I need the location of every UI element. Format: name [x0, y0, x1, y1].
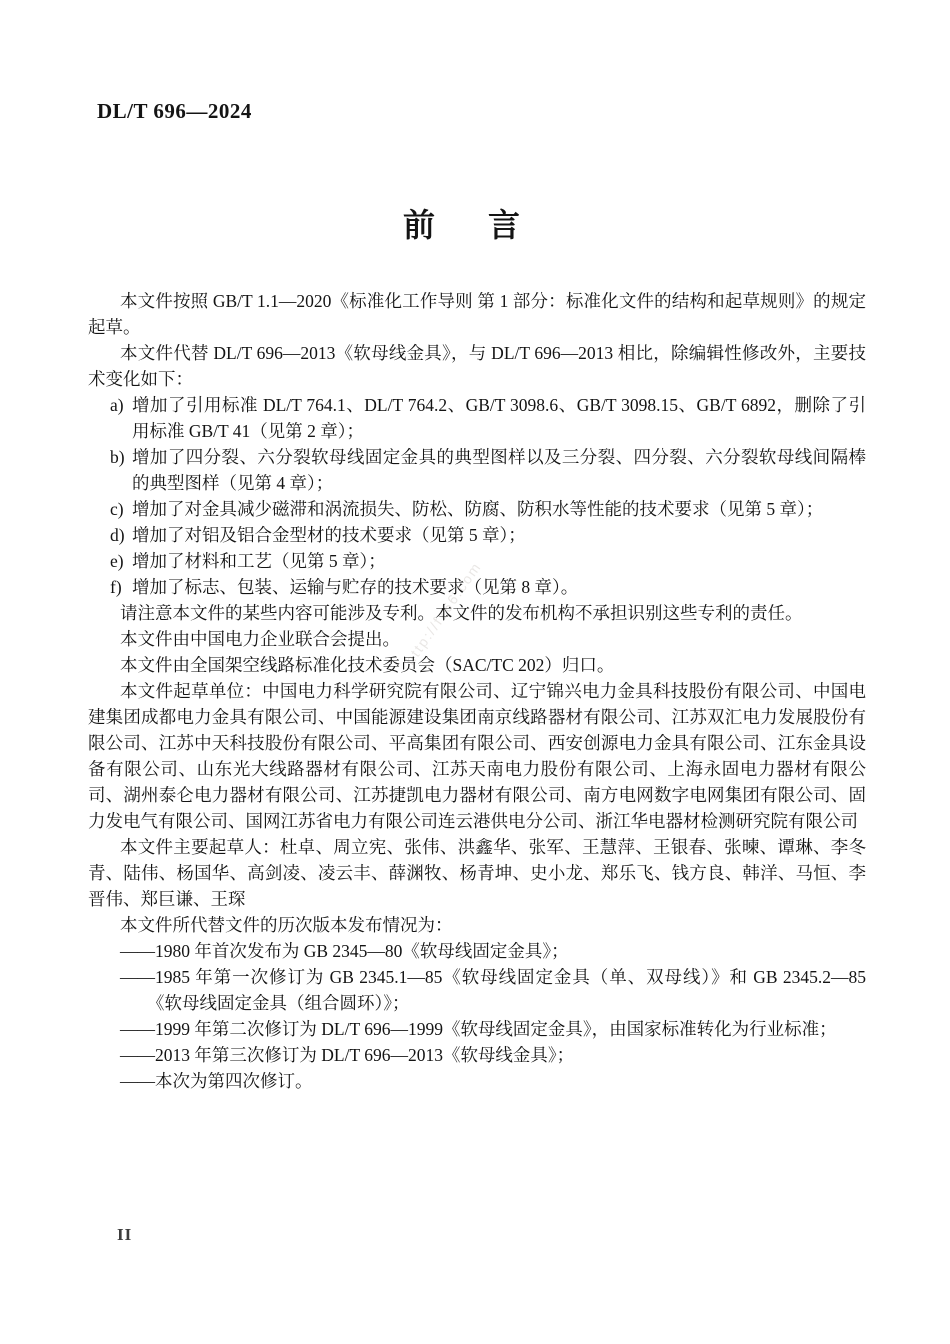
- paragraph-drafting-basis: 本文件按照 GB/T 1.1—2020《标准化工作导则 第 1 部分：标准化文件的结构和起草规则》的规定起草。: [88, 291, 866, 337]
- change-item-text: 增加了四分裂、六分裂软母线固定金具的典型图样以及三分裂、四分裂、六分裂软母线间隔棒的典型图样（见第 4 章）；: [132, 447, 866, 493]
- foreword-body: [88, 288, 866, 1094]
- change-item-label: f): [110, 577, 122, 597]
- change-item-text: 增加了对铝及铝合金型材的技术要求（见第 5 章）；: [132, 525, 526, 545]
- change-item-text: 增加了引用标准 DL/T 764.1、DL/T 764.2、GB/T 3098.6、GB/T 3098.15、GB/T 6892，删除了引用标准 GB/T 41（见第 2 章）；: [132, 395, 866, 441]
- paragraph-replacement-notice: 本文件代替 DL/T 696—2013《软母线金具》，与 DL/T 696—2013 相比，除编辑性修改外，主要技术变化如下：: [88, 343, 866, 389]
- change-item-label: e): [110, 551, 124, 571]
- history-item-current: ——本次为第四次修订。: [120, 1071, 313, 1091]
- paragraph-patent-notice: 请注意本文件的某些内容可能涉及专利。本文件的发布机构不承担识别这些专利的责任。: [120, 603, 803, 623]
- paragraph-main-drafters: 本文件主要起草人：杜卓、周立宪、张伟、洪鑫华、张军、王慧萍、王银春、张暕、谭琳、李冬青、陆伟、杨国华、高剑凌、凌云丰、薛渊牧、杨青坤、史小龙、郑乐飞、钱方良、韩洋、马恒、李晋伟、郑巨谦、王琛: [88, 837, 866, 909]
- history-item-1985: ——1985 年第一次修订为 GB 2345.1—85《软母线固定金具（单、双母线）》和 GB 2345.2—85《软母线固定金具（组合圆环）》；: [120, 967, 866, 1013]
- change-item-a: [110, 392, 866, 444]
- foreword-title-char-1: 前: [402, 207, 436, 243]
- change-item-d: [110, 522, 866, 548]
- paragraph-history-intro: 本文件所代替文件的历次版本发布情况为：: [120, 915, 453, 935]
- change-item-text: 增加了标志、包装、运输与贮存的技术要求（见第 8 章）。: [132, 577, 579, 597]
- foreword-title-char-2: 言: [488, 207, 522, 243]
- change-item-label: d): [110, 525, 125, 545]
- change-item-text: 增加了对金具减少磁滞和涡流损失、防松、防腐、防积水等性能的技术要求（见第 5 章）；: [132, 499, 824, 519]
- change-item-label: b): [110, 447, 125, 467]
- change-item-f: [110, 574, 866, 600]
- change-item-b: [110, 444, 866, 496]
- history-item-1980: ——1980 年首次发布为 GB 2345—80《软母线固定金具》；: [120, 941, 569, 961]
- paragraph-drafting-organizations: 本文件起草单位：中国电力科学研究院有限公司、辽宁锦兴电力金具科技股份有限公司、中国电建集团成都电力金具有限公司、中国能源建设集团南京线路器材有限公司、江苏双汇电力发展股份有限公司、江苏中天科技股份有限公司、平高集团有限公司、西安创源电力金具有限公司、江东金具设备有限公司、山东光大线路器材有限公司、江苏天南电力股份有限公司、上海永固电力器材有限公司、湖州泰仑电力器材有限公司、江苏捷凯电力器材有限公司、南方电网数字电网集团有限公司、固力发电气有限公司、国网江苏省电力有限公司连云港供电分公司、浙江华电器材检测研究院有限公司: [88, 681, 866, 831]
- change-item-label: c): [110, 499, 124, 519]
- change-item-e: [110, 548, 866, 574]
- page-watermark: http://fz66.com: [401, 558, 485, 668]
- paragraph-proposed-by: 本文件由中国电力企业联合会提出。: [120, 629, 400, 649]
- change-item-text: 增加了材料和工艺（见第 5 章）；: [132, 551, 386, 571]
- paragraph-centralized-by: 本文件由全国架空线路标准化技术委员会（SAC/TC 202）归口。: [120, 655, 615, 675]
- history-item-2013: ——2013 年第三次修订为 DL/T 696—2013《软母线金具》；: [120, 1045, 575, 1065]
- standard-number-header: DL/T 696—2024: [97, 99, 252, 123]
- page-number: II: [117, 1225, 133, 1244]
- history-item-1999: ——1999 年第二次修订为 DL/T 696—1999《软母线固定金具》，由国家标准转化为行业标准；: [120, 1019, 837, 1039]
- change-item-label: a): [110, 395, 124, 415]
- foreword-title: [0, 200, 924, 246]
- change-item-c: [110, 496, 866, 522]
